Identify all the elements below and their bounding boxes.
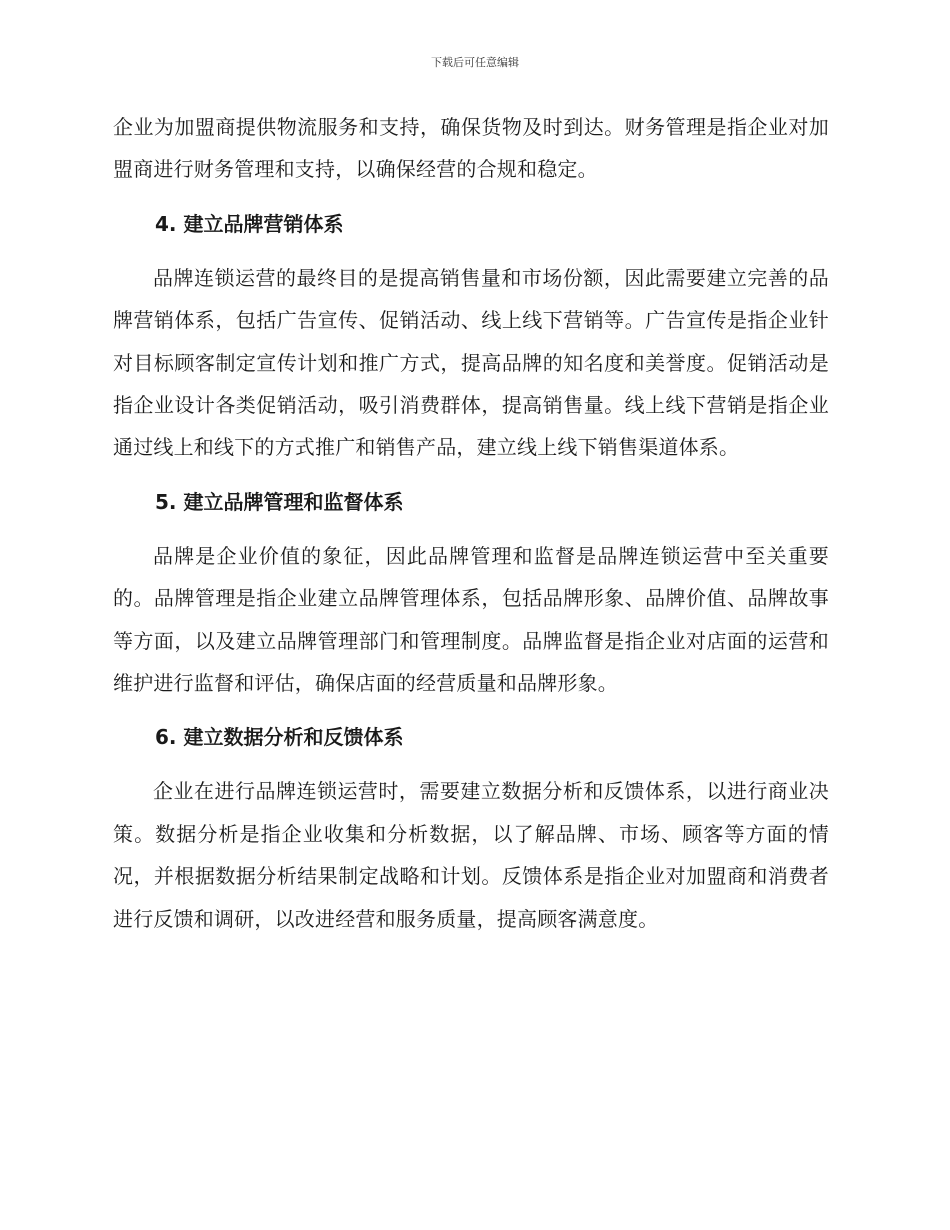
paragraph-section-4: 品牌连锁运营的最终目的是提高销售量和市场份额，因此需要建立完善的品牌营销体系，包括广告宣传、促销活动、线上线下营销等。广告宣传是指企业针对目标顾客制定宣传计划和推广方式，提高品牌的知名度和美誉度。促销活动是指企业设计各类促销活动，吸引消费群体，提高销售量。线上线下营销是指企业通过线上和线下的方式推广和销售产品，建立线上线下销售渠道体系。 — [113, 265, 829, 460]
paragraph-section-5: 品牌是企业价值的象征，因此品牌管理和监督是品牌连锁运营中至关重要的。品牌管理是指企业建立品牌管理体系，包括品牌形象、品牌价值、品牌故事等方面，以及建立品牌管理部门和管理制度。品牌监督是指企业对店面的运营和维护进行监督和评估，确保店面的经营质量和品牌形象。 — [113, 543, 829, 696]
document-body — [113, 106, 829, 940]
page-header: 下载后可任意编辑 — [431, 56, 519, 69]
paragraph-intro: 企业为加盟商提供物流服务和支持，确保货物及时到达。财务管理是指企业对加盟商进行财务管理和支持，以确保经营的合规和稳定。 — [113, 115, 829, 182]
section-heading-5: 5. 建立品牌管理和监督体系 — [155, 489, 404, 514]
section-heading-4: 4. 建立品牌营销体系 — [155, 211, 344, 236]
section-heading-6: 6. 建立数据分析和反馈体系 — [155, 725, 404, 750]
paragraph-section-6: 企业在进行品牌连锁运营时，需要建立数据分析和反馈体系，以进行商业决策。数据分析是指企业收集和分析数据，以了解品牌、市场、顾客等方面的情况，并根据数据分析结果制定战略和计划。反馈体系是指企业对加盟商和消费者进行反馈和调研，以改进经营和服务质量，提高顾客满意度。 — [113, 779, 829, 931]
